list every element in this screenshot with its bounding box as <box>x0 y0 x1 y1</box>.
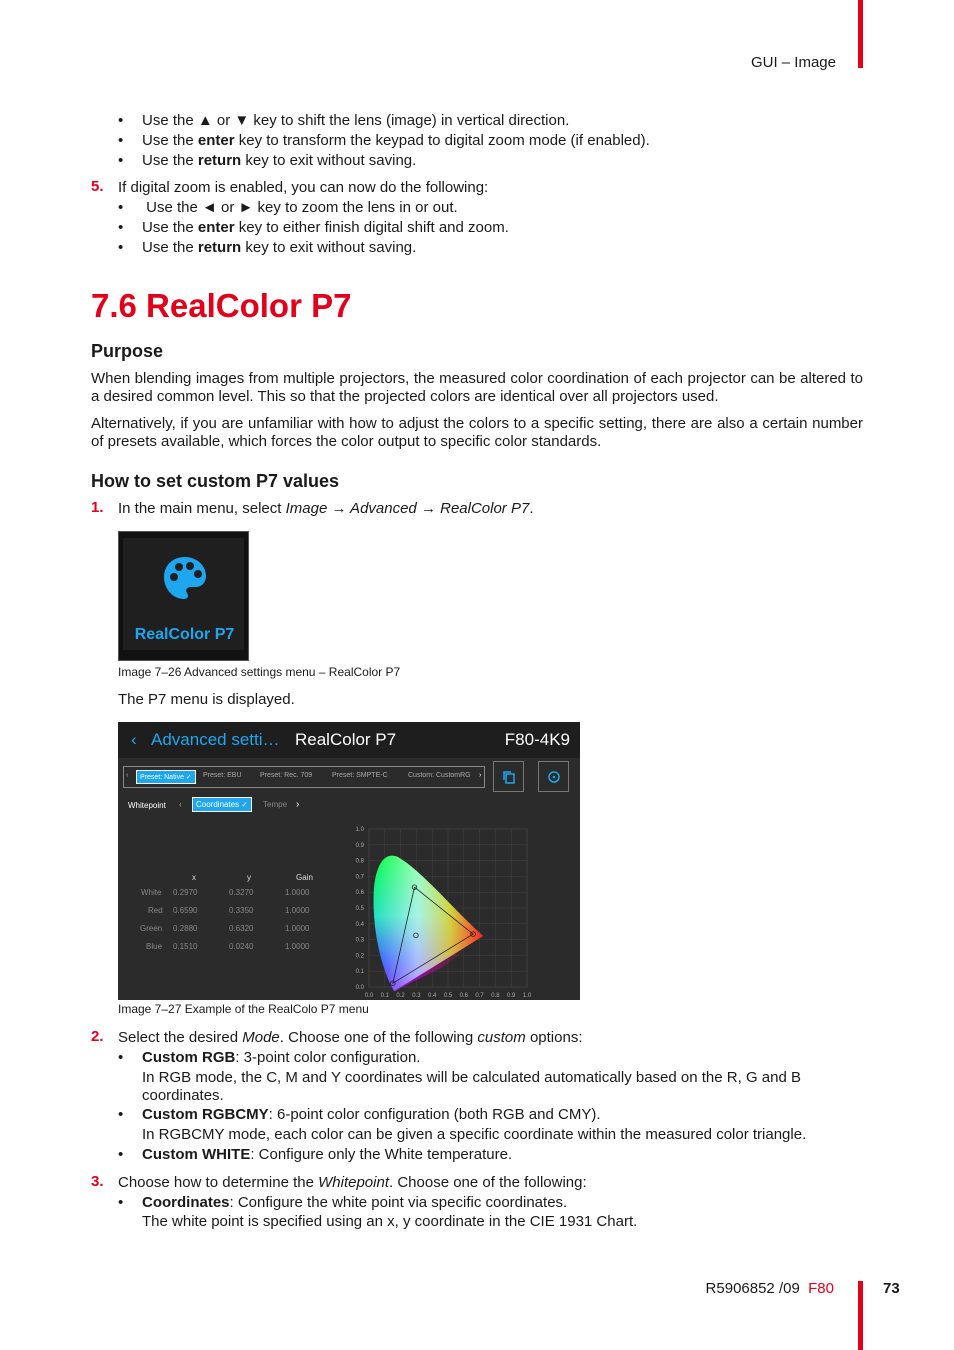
x-tick-label: 0.6 <box>459 993 468 999</box>
whitepoint-label: Whitepoint <box>128 801 166 810</box>
howto-heading: How to set custom P7 values <box>91 471 340 491</box>
list-item: • Use the return key to exit without saving. <box>118 239 417 256</box>
list-item-detail: In RGB mode, the C, M and Y coordinates will be calculated automatically based on the R, G and B coordinates. <box>142 1069 801 1104</box>
step-number: 1. <box>91 499 104 516</box>
header-accent-bar <box>858 0 863 68</box>
copy-button[interactable] <box>493 761 524 792</box>
chevron-left-icon[interactable]: ‹ <box>179 800 182 809</box>
back-breadcrumb[interactable]: Advanced setti… <box>151 730 280 749</box>
table-cell[interactable]: 1.0000 <box>285 906 310 915</box>
preset-option[interactable]: Preset: Rec. 709 <box>260 772 313 779</box>
table-cell[interactable]: 0.2880 <box>173 924 198 933</box>
footer-accent-bar <box>858 1281 863 1350</box>
row-label: Blue <box>146 942 163 951</box>
x-tick-label: 1.0 <box>522 993 532 999</box>
x-tick-label: 0.4 <box>428 993 437 999</box>
y-tick-label: 0.6 <box>355 890 364 897</box>
figure-caption: Image 7–27 Example of the RealColo P7 menu <box>118 1002 369 1016</box>
chevron-right-icon[interactable]: › <box>296 799 300 810</box>
preset-selector[interactable] <box>123 766 485 788</box>
y-tick-label: 0.5 <box>355 906 364 912</box>
preset-option[interactable]: Custom: CustomRG <box>408 772 471 779</box>
table-cell[interactable]: 0.1510 <box>173 942 198 951</box>
table-cell[interactable]: 0.0240 <box>229 942 254 951</box>
reset-button[interactable] <box>538 761 569 792</box>
y-tick-label: 0.7 <box>355 874 364 881</box>
palette-icon <box>162 555 208 601</box>
table-cell[interactable]: 0.3350 <box>229 906 254 915</box>
y-tick-label: 0.0 <box>355 985 364 991</box>
page-number: 73 <box>883 1280 900 1297</box>
y-tick-label: 0.9 <box>355 842 364 849</box>
list-item: • Custom WHITE: Configure only the White temperature. <box>118 1146 513 1163</box>
model-label: F80-4K9 <box>504 730 570 749</box>
step-number: 5. <box>91 178 104 195</box>
column-header: x <box>192 873 196 882</box>
copy-icon <box>502 770 516 784</box>
x-tick-label: 0.7 <box>475 993 484 999</box>
p7-menu-screenshot <box>118 722 580 1000</box>
list-item-detail: The white point is specified using an x, y coordinate in the CIE 1931 Chart. <box>142 1213 638 1230</box>
column-header: Gain <box>296 873 313 882</box>
x-tick-label: 0.5 <box>443 993 453 999</box>
y-tick-label: 1.0 <box>355 827 364 833</box>
table-cell[interactable]: 1.0000 <box>285 942 310 951</box>
x-tick-label: 0.1 <box>380 993 389 999</box>
coordinates-option-selected[interactable]: Coordinates ✓ <box>192 797 252 812</box>
list-item: • Use the ▲ or ▼ key to shift the lens (image) in vertical direction. <box>118 112 570 129</box>
step-text: If digital zoom is enabled, you can now do the following: <box>118 179 489 196</box>
step-text: Choose how to determine the Whitepoint. Choose one of the following: <box>118 1174 587 1191</box>
purpose-paragraph-1: When blending images from multiple projectors, the measured color coordination of each projector can be altered to a desired common level. This so that the projected colors are identical over all projectors used. <box>91 370 863 405</box>
y-tick-label: 0.1 <box>355 969 364 976</box>
figure-caption: Image 7–26 Advanced settings menu – RealColor P7 <box>118 665 401 679</box>
running-header: GUI – Image <box>750 54 836 71</box>
purpose-heading: Purpose <box>91 341 164 361</box>
y-tick-label: 0.3 <box>355 937 364 944</box>
purpose-paragraph-2: Alternatively, if you are unfamiliar with how to adjust the colors to a specific setting, there are also a certain number of presets available, which forces the color output to specific color standards. <box>91 415 863 450</box>
list-item: • Custom RGB: 3-point color configuration. <box>118 1049 421 1066</box>
list-item: • Use the ◄ or ► key to zoom the lens in or out. <box>118 199 458 216</box>
reset-icon <box>547 770 561 784</box>
tile-label: RealColor P7 <box>134 626 235 643</box>
whitepoint-option[interactable]: Tempe <box>263 800 288 809</box>
preset-option-selected[interactable]: Preset: Native ✓ <box>136 770 196 784</box>
menu-title-bar <box>118 722 580 758</box>
row-label: White <box>141 888 162 897</box>
step-text: In the main menu, select Image → Advanced → RealColor P7. <box>118 500 534 517</box>
cie-chart <box>343 822 533 1000</box>
preset-option[interactable]: Preset: EBU <box>203 772 242 779</box>
menu-title: RealColor P7 <box>295 730 397 749</box>
column-header: y <box>247 873 251 882</box>
row-label: Green <box>140 924 163 933</box>
chevron-left-icon[interactable]: ‹ <box>131 730 137 749</box>
body-text: The P7 menu is displayed. <box>118 691 295 708</box>
y-tick-label: 0.2 <box>355 953 364 960</box>
table-cell[interactable]: 0.6590 <box>173 906 198 915</box>
y-tick-label: 0.4 <box>355 921 364 928</box>
x-tick-label: 0.8 <box>491 993 500 999</box>
chevron-right-icon[interactable]: › <box>479 772 482 779</box>
x-tick-label: 0.0 <box>364 993 374 999</box>
list-item: • Use the return key to exit without saving. <box>118 152 417 169</box>
table-cell[interactable]: 0.2970 <box>173 888 198 897</box>
list-item-detail: In RGBCMY mode, each color can be given a specific coordinate within the measured color triangle. <box>142 1126 807 1143</box>
list-item: • Use the enter key to transform the keypad to digital zoom mode (if enabled). <box>118 132 650 149</box>
step-number: 2. <box>91 1028 104 1045</box>
step-number: 3. <box>91 1173 104 1190</box>
table-cell[interactable]: 1.0000 <box>285 924 310 933</box>
x-tick-label: 0.9 <box>507 993 516 999</box>
realcolor-p7-tile[interactable] <box>118 531 249 661</box>
x-tick-label: 0.3 <box>412 993 421 999</box>
table-cell[interactable]: 0.3270 <box>229 888 254 897</box>
row-label: Red <box>148 906 163 915</box>
footer-doc-ref: R5906852 /09 F80 <box>705 1280 834 1297</box>
section-title: 7.6 RealColor P7 <box>91 287 352 324</box>
chevron-left-icon[interactable]: ‹ <box>126 772 129 779</box>
table-cell[interactable]: 0.6320 <box>229 924 254 933</box>
x-tick-label: 0.2 <box>396 993 405 999</box>
y-tick-label: 0.8 <box>355 858 364 865</box>
step-text: Select the desired Mode. Choose one of the following custom options: <box>118 1029 583 1046</box>
table-cell[interactable]: 1.0000 <box>285 888 310 897</box>
preset-option[interactable]: Preset: SMPTE-C <box>332 772 388 779</box>
list-item: • Use the enter key to either finish digital shift and zoom. <box>118 219 509 236</box>
list-item: • Custom RGBCMY: 6-point color configuration (both RGB and CMY). <box>118 1106 601 1123</box>
list-item: • Coordinates: Configure the white point via specific coordinates. <box>118 1194 568 1211</box>
